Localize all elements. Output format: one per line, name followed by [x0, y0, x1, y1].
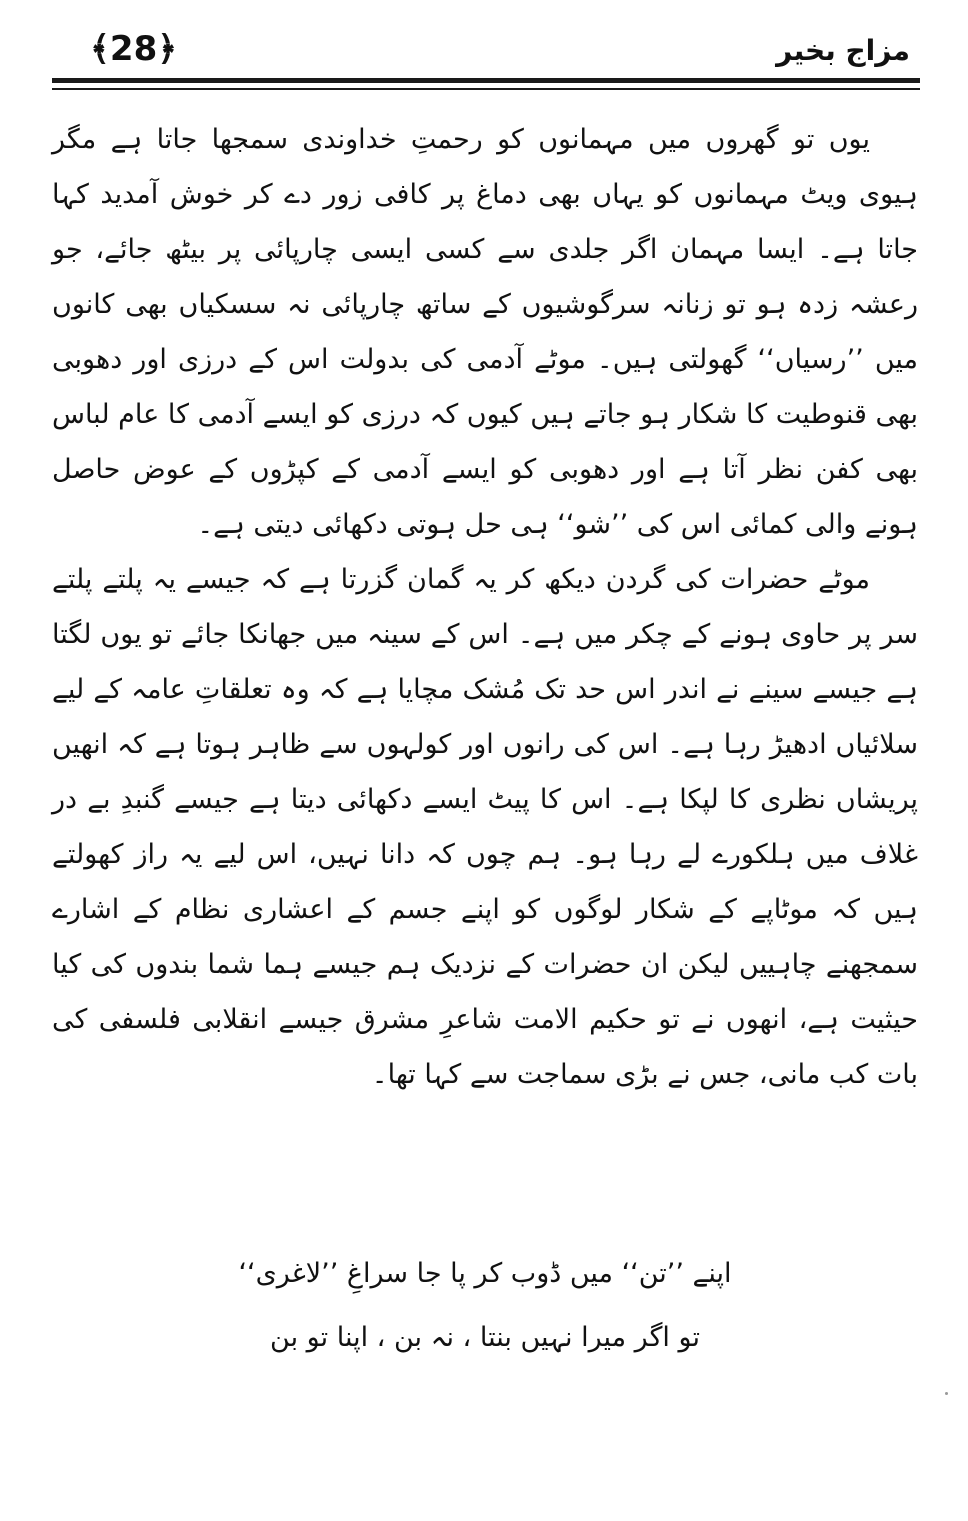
header-rule-thick: [52, 78, 920, 83]
scan-speck: [945, 1392, 948, 1395]
paragraph-2: موٹے حضرات کی گردن دیکھ کر یہ گمان گزرتا ہے کہ جیسے یہ پلتے پلتے سر پر حاوی ہونے کے چکر میں ہے۔ اس کے سینہ میں جھانکا جائے تو یوں لگتا ہے جیسے سینے نے اندر اس حد تک مُشک مچایا ہے کہ وہ تعلقاتِ عامہ کے لیے سلائیاں ادھیڑ رہا ہے۔ اس کی رانوں اور کولہوں سے ظاہر ہوتا ہے کہ انھیں پریشاں نظری کا لپکا ہے۔ اس کا پیٹ ایسے دکھائی دیتا ہے جیسے گنبدِ بے در غلاف میں ہلکورے لے رہا ہو۔ ہم چوں کہ دانا نہیں، اس لیے یہ راز کھولتے ہیں کہ موٹاپے کے شکار لوگوں کو اپنے جسم کے اعشاری نظام کے اشارے سمجھنے چاہییں لیکن ان حضرات کے نزدیک ہم جیسے ہما شما بندوں کی کیا حیثیت ہے، انھوں نے تو حکیم الامت شاعرِ مشرق جیسے انقلابی فلسفی کی بات کب مانی، جس نے بڑی سماجت سے کہا تھا۔: [52, 564, 918, 1090]
running-title: مزاج بخیر: [776, 34, 910, 67]
verse-couplet: [52, 1242, 918, 1370]
header-rule-thin: [52, 88, 920, 90]
verse-line-2: تو اگر میرا نہیں بنتا ، نہ بن ، اپنا تو بن: [270, 1322, 700, 1353]
verse-line-1: اپنے ’’تن‘‘ میں ڈوب کر پا جا سراغِ ’’لاغری‘‘: [238, 1258, 732, 1289]
page-number: ﴾28﴿: [90, 29, 178, 69]
body-text: [52, 112, 918, 1102]
paragraph-1: یوں تو گھروں میں مہمانوں کو رحمتِ خداوندی سمجھا جاتا ہے مگر ہیوی ویٹ مہمانوں کو یہاں بھی دماغ پر کافی زور دے کر خوش آمدید کہا جاتا ہے۔ ایسا مہمان اگر جلدی سے کسی ایسی چارپائی پر بیٹھ جائے، جو رعشہ زدہ ہو تو زنانہ سرگوشیوں کے ساتھ چارپائی نہ سسکیاں بھی کانوں میں ’’رسیاں‘‘ گھولتی ہیں۔ موٹے آدمی کی بدولت اس کے درزی اور دھوبی بھی قنوطیت کا شکار ہو جاتے ہیں کیوں کہ درزی کو ایسے آدمی کا عام لباس بھی کفن نظر آتا ہے اور دھوبی کو ایسے آدمی کے کپڑوں کے عوض حاصل ہونے والی کمائی اس کی ’’شو‘‘ ہی حل ہوتی دکھائی دیتی ہے۔: [52, 124, 918, 540]
